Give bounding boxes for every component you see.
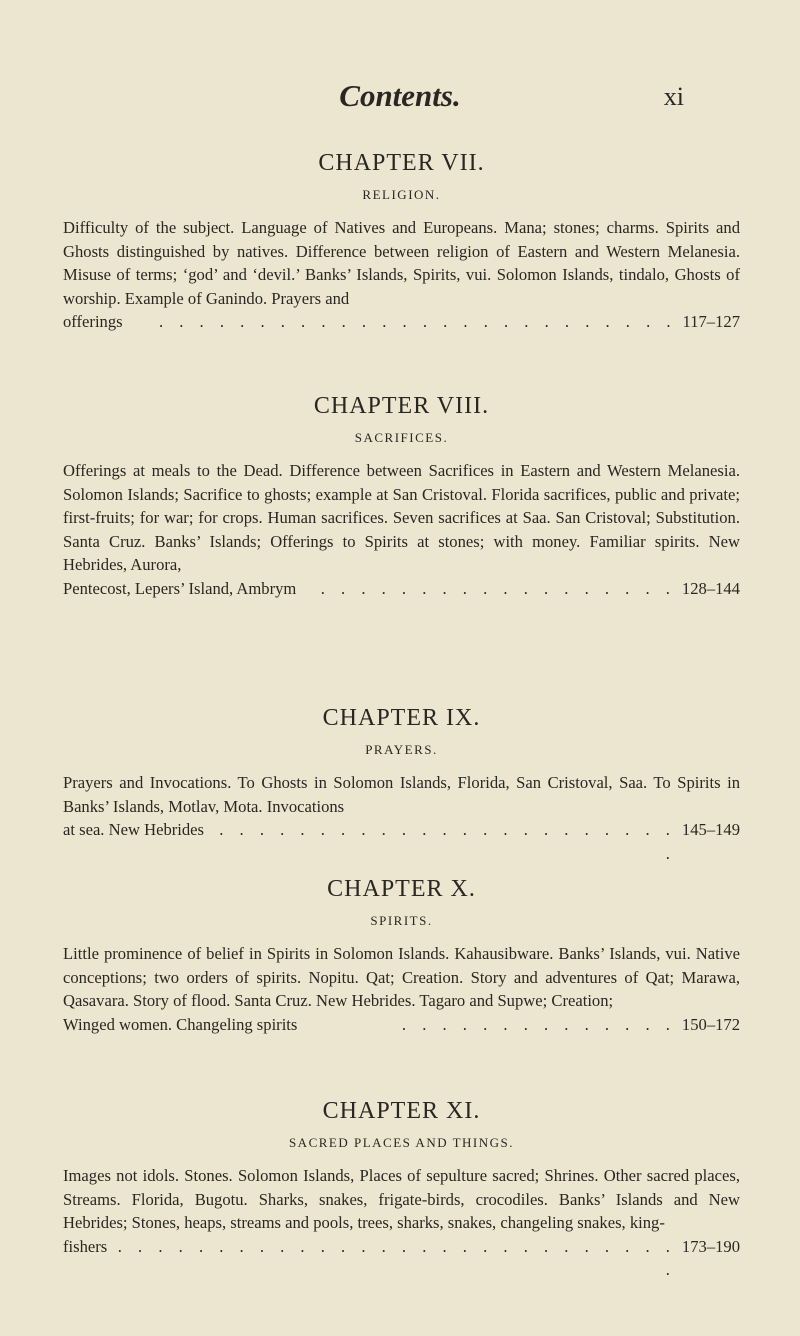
- running-head: [0, 78, 800, 118]
- chapter-summary-last-line: [63, 818, 740, 865]
- page-number: xi: [663, 82, 684, 111]
- page-range: 173–190: [681, 1236, 740, 1256]
- chapter-summary-last-line: [63, 1013, 740, 1037]
- chapter-xi: [63, 1098, 740, 1282]
- chapter-heading: CHAPTER VII.: [318, 150, 485, 176]
- chapter-subject: RELIGION.: [362, 187, 441, 202]
- chapter-summary-text: Offerings at meals to the Dead. Difference between Sacrifices in Eastern and Western Melanesia. Solomon Islands; Sacrifice to ghosts; example at San Cristoval. Florida sacrifices, public and private; first-fruits; for war; for crops. Human sacrifices. Seven sacrifices at Saa. San Cristoval; Substitution. Santa Cruz. Banks’ Islands; Offerings to Spirits at stones; with money. Familiar spirits. New Hebrides, Aurora,: [63, 461, 740, 574]
- chapter-x: [63, 876, 740, 1036]
- page-range: 145–149: [681, 820, 740, 839]
- leader-dots: . . . . . . . . . . . . . . . . . . . . . . . . . . . . .: [117, 1236, 676, 1279]
- chapter-subject: SACRIFICES.: [354, 430, 449, 445]
- chapter-summary-last-line: [63, 577, 740, 601]
- chapter-summary: [63, 771, 740, 865]
- chapter-summary: [63, 459, 740, 600]
- chapter-viii: [63, 393, 740, 600]
- leader-dots: . . . . . . . . . . . . . . . . . .: [320, 578, 676, 598]
- running-head-title: Contents.: [339, 78, 461, 113]
- chapter-summary-last-text: Winged women. Changeling spirits: [63, 1014, 298, 1034]
- chapter-subject: PRAYERS.: [365, 742, 438, 757]
- chapter-heading: CHAPTER X.: [327, 876, 476, 902]
- leader-dots: . . . . . . . . . . . . . . . . . . . . . . . . . .: [158, 312, 677, 331]
- chapter-subject: SACRED PLACES AND THINGS.: [288, 1135, 515, 1150]
- leader-dots: . . . . . . . . . . . . . .: [401, 1014, 676, 1034]
- chapter-vii: [63, 150, 740, 334]
- chapter-summary: [63, 216, 740, 334]
- chapter-summary-last-line: [63, 1235, 740, 1282]
- chapter-summary-text: Images not idols. Stones. Solomon Islands, Places of sepulture sacred; Shrines. Other sacred places, Streams. Florida, Bugotu. Sharks, snakes, frigate-birds, crocodiles. Banks’ Islands and New Hebrides; Stones, heaps, streams and pools, trees, sharks, snakes, changeling snakes, king-: [63, 1166, 740, 1232]
- chapter-summary-text: Little prominence of belief in Spirits in Solomon Islands. Kahausibware. Banks’ Islands, vui. Native conceptions; two orders of spirits. Nopitu. Qat; Creation. Story and adventures of Qat; Marawa, Qasavara. Story of flood. Santa Cruz. New Hebrides. Tagaro and Supwe; Creation;: [63, 944, 740, 1010]
- chapter-heading: CHAPTER IX.: [322, 705, 481, 731]
- chapter-heading: CHAPTER VIII.: [313, 393, 490, 419]
- chapter-summary-last-text: at sea. New Hebrides: [63, 820, 204, 839]
- chapter-summary-last-line: [63, 310, 740, 334]
- chapter-summary-last-text: Pentecost, Lepers’ Island, Ambrym: [63, 578, 297, 598]
- chapter-summary: [63, 942, 740, 1036]
- chapter-summary-text: Difficulty of the subject. Language of Natives and Europeans. Mana; stones; charms. Spirits and Ghosts distinguished by natives. Difference between religion of Eastern and Western Melanesia. Misuse of terms; ‘god’ and ‘devil.’ Banks’ Islands, Spirits, vui. Solomon Islands, tindalo, Ghosts of worship. Example of Ganindo. Prayers and: [63, 218, 740, 308]
- chapter-ix: [63, 705, 740, 865]
- leader-dots: . . . . . . . . . . . . . . . . . . . . . . . .: [219, 820, 676, 863]
- chapter-heading: CHAPTER XI.: [322, 1098, 481, 1124]
- chapter-subject: SPIRITS.: [370, 913, 433, 928]
- page-range: 117–127: [682, 312, 740, 331]
- page-range: 128–144: [681, 578, 740, 598]
- chapter-summary-text: Prayers and Invocations. To Ghosts in Solomon Islands, Florida, San Cristoval, Saa. To Spirits in Banks’ Islands, Motlav, Mota. Invocations: [63, 773, 740, 816]
- chapter-summary-last-text: offerings: [63, 312, 123, 331]
- page-range: 150–172: [681, 1014, 740, 1034]
- chapter-summary: [63, 1164, 740, 1282]
- chapter-summary-last-text: fishers: [63, 1236, 108, 1256]
